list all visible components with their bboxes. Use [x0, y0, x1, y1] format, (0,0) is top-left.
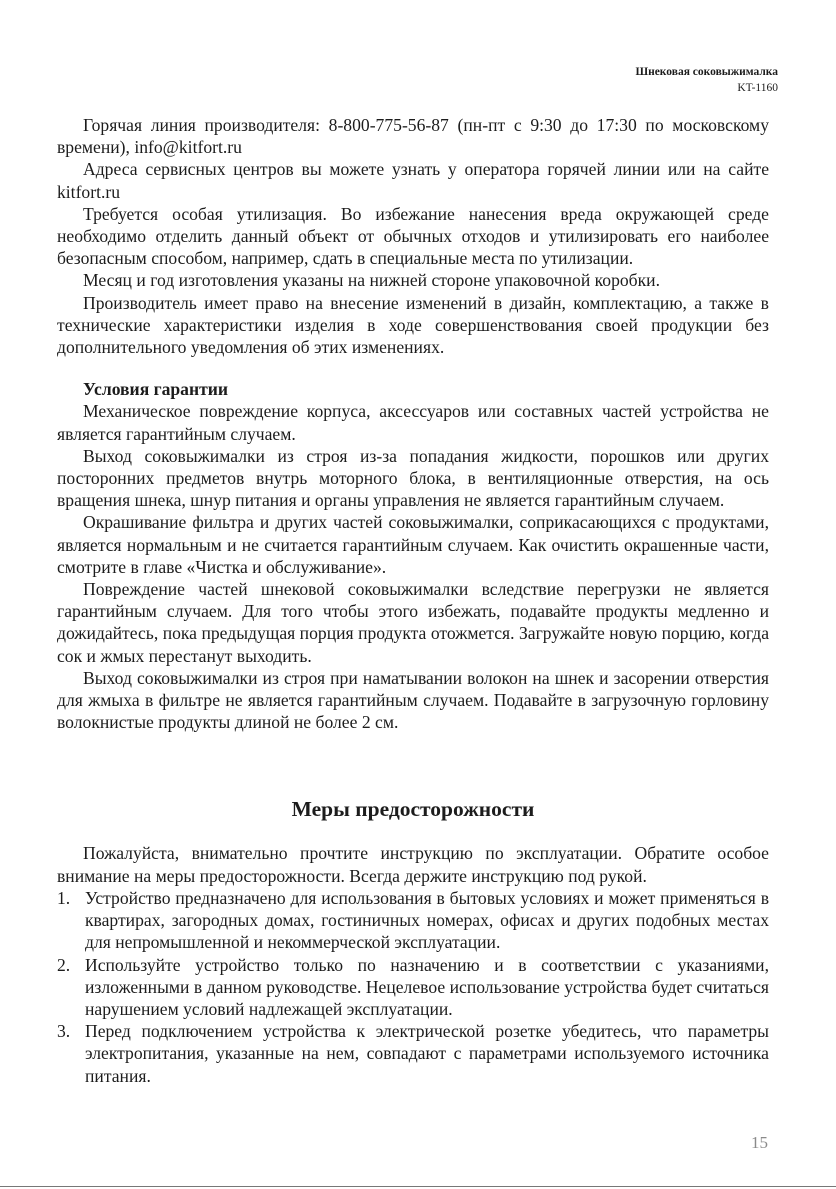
disposal-paragraph: Требуется особая утилизация. Во избежание нанесения вреда окружающей среде необходимо отделить данный объект от обычных отходов и утилизировать его наиболее безопасным способом, например, сдать в специальные места по утилизации. — [57, 203, 769, 269]
list-item-text: Устройство предназначено для использования в бытовых условиях и может применяться в квартирах, загородных домах, гостиничных номерах, офисах и других подобных местах для непромышленной и некоммерческой эксплуатации. — [85, 887, 769, 953]
precautions-list — [57, 887, 769, 1087]
list-item — [57, 887, 769, 954]
page-number: 15 — [751, 1133, 768, 1152]
running-header — [635, 64, 778, 96]
precautions-intro: Пожалуйста, внимательно прочтите инструкцию по эксплуатации. Обратите особое внимание на меры предосторожности. Всегда держите инструкцию под рукой. — [57, 843, 769, 886]
list-item-text: Используйте устройство только по назначению и в соответствии с указаниями, изложенными в данном руководстве. Нецелевое использование устройства будет считаться нарушением условий надлежащей эксплуатации. — [85, 954, 769, 1019]
manufacture-date-paragraph: Месяц и год изготовления указаны на нижней стороне упаковочной коробки. — [83, 270, 660, 291]
warranty-paragraph: Окрашивание фильтра и других частей соковыжималки, соприкасающихся с продуктами, является нормальным и не считается гарантийным случаем. Как очистить окрашенные части, смотрите в главе «Чистка и обслуживание». — [57, 512, 769, 577]
hotline-paragraph: Горячая линия производителя: 8-800-775-56-87 (пн-пт с 9:30 до 17:30 по московскому времени), info@kitfort.ru — [57, 115, 769, 158]
list-item — [57, 1020, 769, 1087]
warranty-paragraph: Повреждение частей шнековой соковыжималки вследствие перегрузки не является гарантийным случаем. Для того чтобы этого избежать, подавайте продукты медленно и дожидайтесь, пока предыдущая порция продукта отожмется. Загружайте новую порцию, когда сок и жмых перестанут выходить. — [57, 579, 769, 666]
list-item — [57, 954, 769, 1021]
bottom-divider — [0, 1186, 836, 1187]
list-item-number: 1. — [57, 887, 71, 908]
warranty-paragraph: Выход соковыжималки из строя при наматывании волокон на шнек и засорении отверстия для жмыха в фильтре не является гарантийным случаем. Подавайте в загрузочную горловину волокнистые продукты длиной не более 2 см. — [57, 667, 769, 733]
header-title: Шнековая соковыжималка — [635, 66, 778, 78]
warranty-paragraph: Выход соковыжималки из строя из-за попадания жидкости, порошков или других посторонних предметов внутрь моторного блока, в вентиляционные отверстия, на ось вращения шнека, шнур питания и органы управления не является гарантийным случаем. — [57, 445, 769, 511]
list-item-text: Перед подключением устройства к электрической розетке убедитесь, что параметры электропитания, указанные на нем, совпадают с параметрами используемого источника питания. — [85, 1021, 769, 1086]
page-content — [57, 114, 769, 1087]
header-model: KT-1160 — [737, 82, 778, 94]
section-title: Меры предосторожности — [291, 797, 535, 822]
warranty-heading: Условия гарантии — [83, 379, 229, 400]
list-item-number: 3. — [57, 1021, 71, 1042]
list-item-number: 2. — [57, 954, 71, 975]
manufacturer-rights-paragraph: Производитель имеет право на внесение изменений в дизайн, комплектацию, а также в технические характеристики изделия в ходе совершенствования своей продукции без дополнительного уведомления об этих изменениях. — [57, 292, 769, 358]
warranty-paragraph: Механическое повреждение корпуса, аксессуаров или составных частей устройства не является гарантийным случаем. — [57, 401, 769, 444]
service-centers-paragraph: Адреса сервисных центров вы можете узнать у оператора горячей линии или на сайте kitfort.ru — [57, 159, 769, 202]
